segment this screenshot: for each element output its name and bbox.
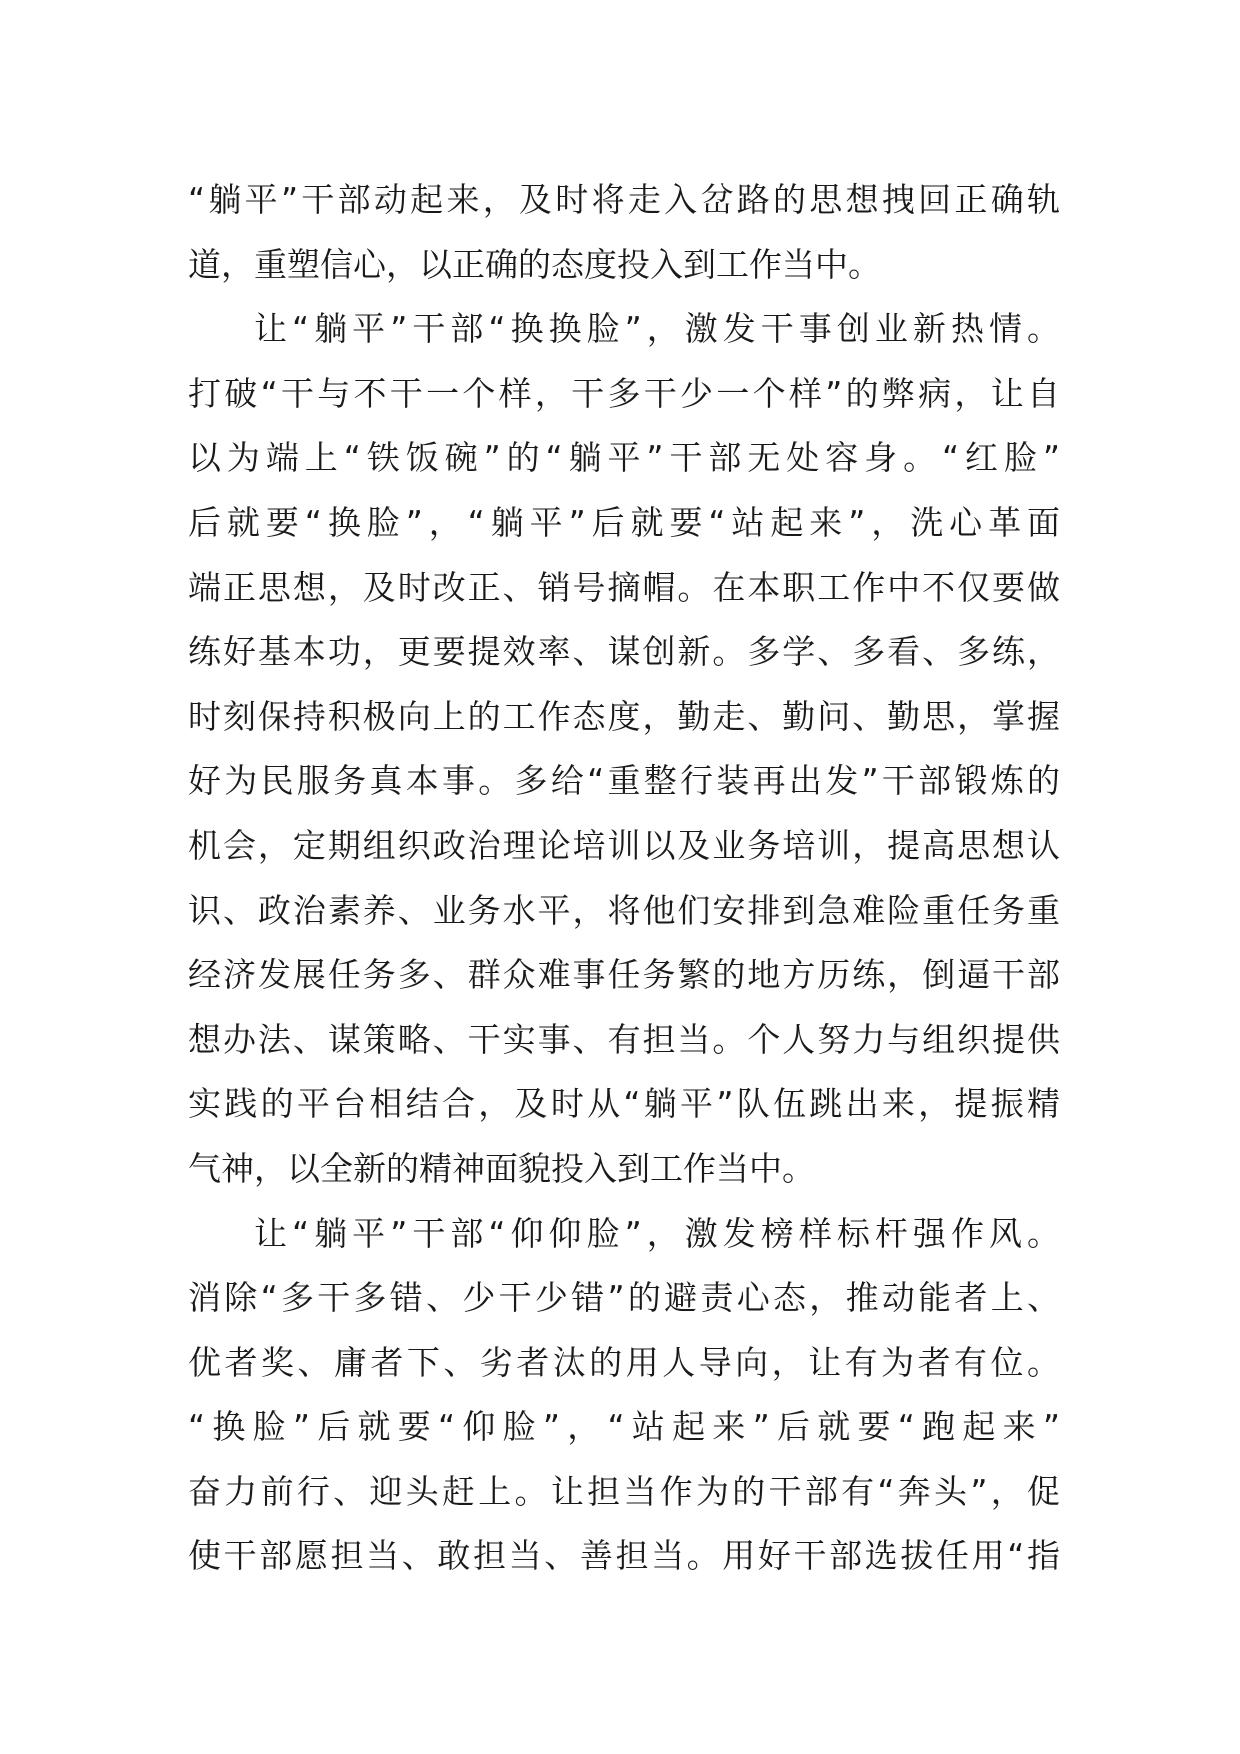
text-line: 端正思想，及时改正、销号摘帽。在本职工作中不仅要做: [188, 567, 1060, 607]
text-line: 以为端上“铁饭碗”的“躺平”干部无处容身。“红脸”: [188, 438, 1060, 478]
document-body: [188, 168, 1060, 1589]
text-line: 让“躺平”干部“换换脸”，激发干事创业新热情。: [254, 309, 1060, 349]
text-line: 奋力前行、迎头赶上。让担当作为的干部有“奔头”，促: [188, 1471, 1060, 1511]
text-line: 气神，以全新的精神面貌投入到工作当中。: [188, 1148, 815, 1188]
text-line: 想办法、谋策略、干实事、有担当。个人努力与组织提供: [188, 1019, 1060, 1059]
text-line: “躺平”干部动起来，及时将走入岔路的思想拽回正确轨: [188, 180, 1060, 219]
text-line: 机会，定期组织政治理论培训以及业务培训，提高思想认: [188, 825, 1060, 865]
text-line: 练好基本功，更要提效率、谋创新。多学、多看、多练，: [188, 632, 1060, 672]
text-line: 经济发展任务多、群众难事任务繁的地方历练，倒逼干部: [188, 955, 1060, 995]
text-line: 识、政治素养、业务水平，将他们安排到急难险重任务重: [188, 890, 1060, 930]
text-line: 优者奖、庸者下、劣者汰的用人导向，让有为者有位。: [188, 1342, 1060, 1382]
text-line: 让“躺平”干部“仰仰脸”，激发榜样标杆强作风。: [254, 1213, 1060, 1253]
text-line: “换脸”后就要“仰脸”，“站起来”后就要“跑起来”: [188, 1407, 1060, 1447]
text-line: 好为民服务真本事。多给“重整行装再出发”干部锻炼的: [188, 761, 1060, 801]
text-line: 后就要“换脸”，“躺平”后就要“站起来”，洗心革面: [188, 502, 1060, 542]
text-line: 使干部愿担当、敢担当、善担当。用好干部选拔任用“指: [188, 1536, 1060, 1576]
text-line: 打破“干与不干一个样，干多干少一个样”的弊病，让自: [188, 373, 1060, 413]
text-line: 时刻保持积极向上的工作态度，勤走、勤问、勤思，掌握: [188, 696, 1060, 736]
text-line: 消除“多干多错、少干少错”的避责心态，推动能者上、: [188, 1278, 1060, 1318]
text-line: 实践的平台相结合，及时从“躺平”队伍跳出来，提振精: [188, 1084, 1060, 1124]
text-line: 道，重塑信心，以正确的态度投入到工作当中。: [188, 244, 881, 284]
